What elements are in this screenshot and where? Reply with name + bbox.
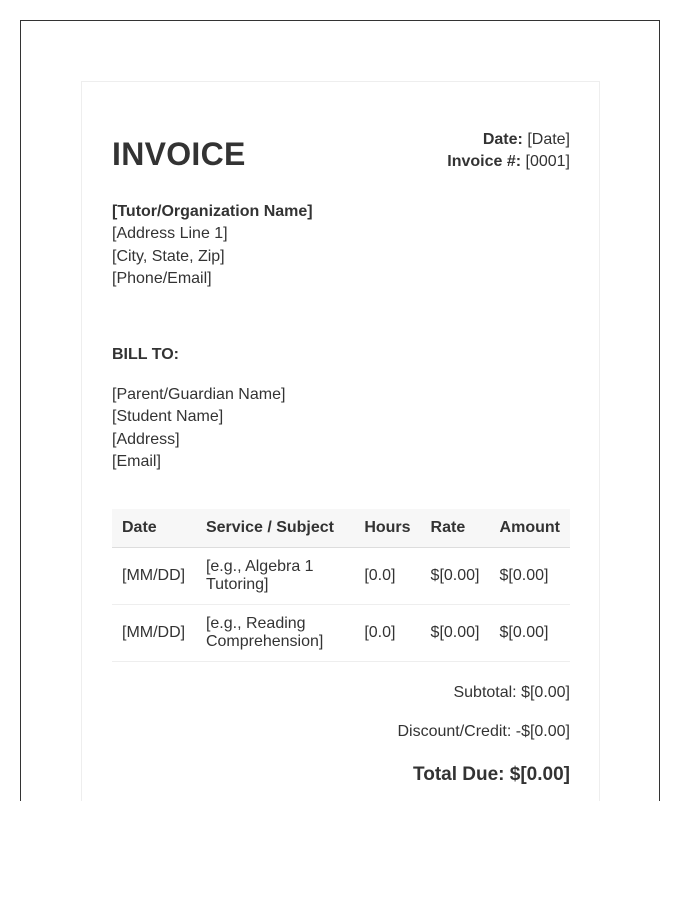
- invoice-number-label: Invoice #:: [447, 153, 522, 170]
- invoice-title: INVOICE: [112, 136, 246, 172]
- cell-hours: [0.0]: [354, 605, 420, 662]
- bill-to-email: [Email]: [112, 452, 161, 470]
- cell-amount: $[0.00]: [490, 605, 570, 662]
- line-items-table: [112, 509, 570, 662]
- invoice-number-line: [447, 151, 570, 173]
- sender-address: [Address Line 1]: [112, 225, 228, 243]
- date-label: Date:: [482, 131, 523, 148]
- bill-to-parent: [Parent/Guardian Name]: [112, 386, 286, 403]
- sender-city: [City, State, Zip]: [112, 247, 225, 265]
- bill-to-address: [Address]: [112, 430, 180, 448]
- cell-rate: $[0.00]: [421, 548, 490, 605]
- cell-service: [e.g., Reading Comprehension]: [196, 605, 354, 662]
- table-row: [112, 605, 570, 662]
- sender-block: [112, 201, 313, 290]
- cell-rate: $[0.00]: [421, 605, 490, 662]
- cell-service: [e.g., Algebra 1 Tutoring]: [196, 548, 354, 605]
- header-date: Date: [112, 509, 196, 548]
- bill-to-heading: BILL TO:: [112, 346, 179, 363]
- cell-date: [MM/DD]: [112, 548, 196, 605]
- sender-contact: [Phone/Email]: [112, 269, 212, 287]
- bill-to-student: [Student Name]: [112, 408, 224, 426]
- sender-name: [Tutor/Organization Name]: [112, 203, 313, 220]
- header-hours: Hours: [354, 509, 420, 548]
- discount-line: Discount/Credit: -$[0.00]: [397, 723, 570, 740]
- cell-date: [MM/DD]: [112, 605, 196, 662]
- header-rate: Rate: [421, 509, 490, 548]
- date-value: [Date]: [527, 131, 570, 148]
- subtotal-line: Subtotal: $[0.00]: [453, 684, 570, 701]
- table-row: [112, 548, 570, 605]
- date-line: [447, 129, 570, 151]
- cell-hours: [0.0]: [354, 548, 420, 605]
- header-service: Service / Subject: [196, 509, 354, 548]
- total-due-line: Total Due: $[0.00]: [413, 764, 570, 785]
- bill-to-block: [112, 384, 285, 473]
- invoice-number-value: [0001]: [525, 153, 570, 170]
- invoice-meta: [447, 129, 570, 173]
- table-header-row: [112, 509, 570, 548]
- cell-amount: $[0.00]: [490, 548, 570, 605]
- header-amount: Amount: [490, 509, 570, 548]
